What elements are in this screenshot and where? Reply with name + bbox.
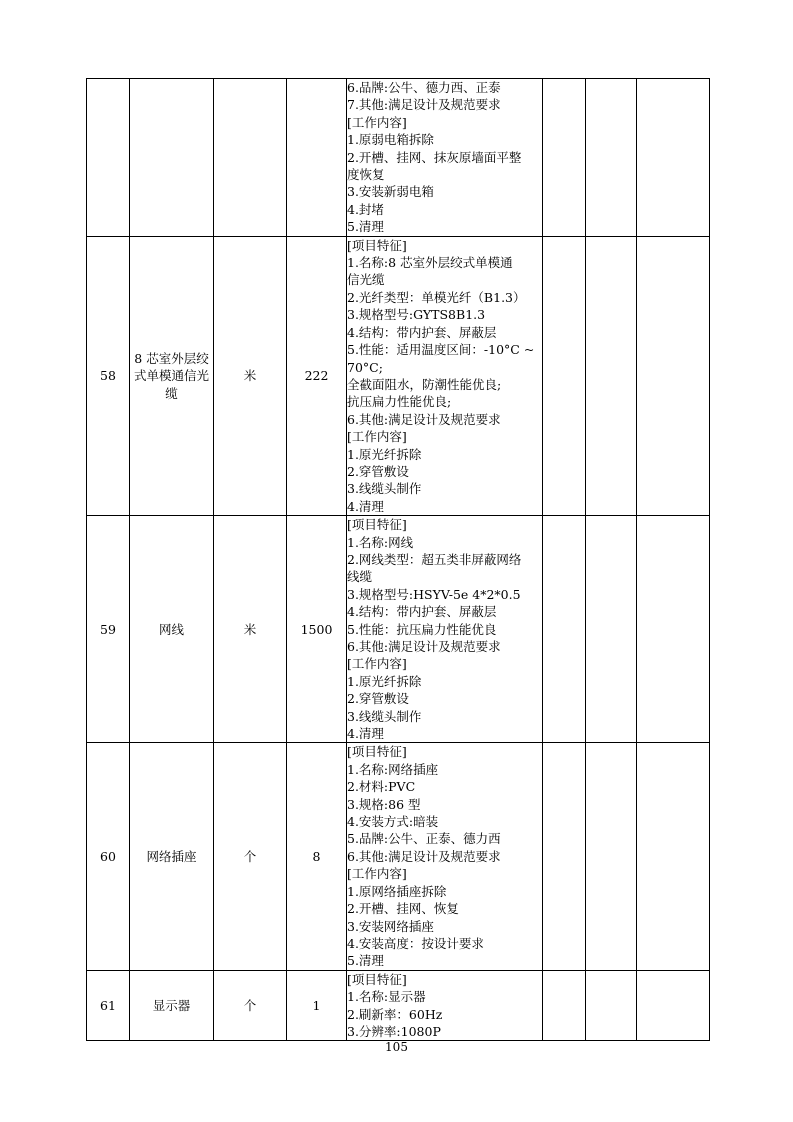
table-row [87,236,710,516]
quantity-cell [287,79,347,237]
feature-line: 3.安装网络插座 [347,918,434,934]
feature-line: 6.品牌:公牛、德力西、正泰 [347,80,501,95]
feature-line: 2.光纤类型：单模光纤（B1.3） [347,289,526,305]
blank-cell-a [543,236,586,516]
feature-line: 1.原光纤拆除 [347,446,422,462]
unit-cell: 个 [214,970,287,1041]
feature-line: 5.性能：适用温度区间：-10°C ~ [347,342,535,358]
item-number-cell: 61 [87,970,130,1041]
item-features-cell [347,236,543,516]
blank-cell-b [586,970,637,1041]
feature-line: 线缆 [347,569,373,585]
item-name-cell: 显示器 [130,970,214,1041]
feature-line: 6.其他:满足设计及规范要求 [347,639,501,654]
item-features-cell [347,79,543,237]
feature-line: 3.分辨率:1080P [347,1023,441,1039]
feature-line: 1.原弱电箱拆除 [347,132,434,148]
blank-cell-c [637,516,710,743]
item-features-cell [347,516,543,743]
feature-line: 3.线缆头制作 [347,481,422,497]
feature-line: 度恢复 [347,167,385,183]
feature-line: 3.线缆头制作 [347,708,422,724]
quantity-cell: 8 [287,743,347,970]
unit-cell [214,79,287,237]
feature-line: [项目特征] [347,971,407,987]
item-features-cell [347,970,543,1041]
feature-line: 2.开槽、挂网、恢复 [347,901,459,917]
bill-of-quantities-table [86,78,710,1041]
unit-cell: 个 [214,743,287,970]
feature-line: 信光缆 [347,272,385,288]
feature-line: 3.安装新弱电箱 [347,184,434,200]
table-row [87,79,710,237]
feature-line: 4.封堵 [347,201,384,217]
item-name-cell: 网络插座 [130,743,214,970]
blank-cell-b [586,236,637,516]
feature-line: 2.穿管敷设 [347,691,409,707]
feature-line: 4.结构：带内护套、屏蔽层 [347,324,497,340]
quantity-cell: 1 [287,970,347,1041]
feature-line: 2.网线类型：超五类非屏蔽网络 [347,551,522,567]
feature-line: 2.材料:PVC [347,779,416,795]
feature-line: 4.清理 [347,726,384,742]
item-number-cell: 58 [87,236,130,516]
blank-cell-c [637,970,710,1041]
table-row [87,743,710,970]
feature-line: 5.清理 [347,953,384,969]
item-number-cell [87,79,130,237]
feature-line: 全截面阻水，防潮性能优良; [347,376,502,392]
blank-cell-b [586,516,637,743]
feature-line: 2.刷新率：60Hz [347,1006,443,1022]
feature-line: [项目特征] [347,237,407,253]
feature-line: 1.名称:显示器 [347,989,426,1005]
blank-cell-b [586,79,637,237]
blank-cell-a [543,79,586,237]
blank-cell-a [543,970,586,1041]
feature-line: [工作内容] [347,429,407,445]
feature-line: [项目特征] [347,744,407,760]
feature-line: 3.规格:86 型 [347,796,421,812]
feature-line: 5.品牌:公牛、正泰、德力西 [347,831,501,847]
unit-cell: 米 [214,236,287,516]
feature-line: 1.名称:网线 [347,534,414,550]
feature-line: 4.安装高度：按设计要求 [347,935,484,951]
item-name-cell [130,79,214,237]
blank-cell-a [543,743,586,970]
blank-cell-a [543,516,586,743]
blank-cell-c [637,79,710,237]
quantity-cell: 1500 [287,516,347,743]
feature-line: 4.结构：带内护套、屏蔽层 [347,604,497,620]
page-number: 105 [385,1040,408,1054]
feature-line: 2.开槽、挂网、抹灰原墙面平整 [347,149,522,165]
table-row [87,970,710,1041]
blank-cell-c [637,236,710,516]
item-number-cell: 59 [87,516,130,743]
feature-line: 7.其他:满足设计及规范要求 [347,97,501,113]
feature-line: 5.性能：抗压扁力性能优良 [347,621,497,637]
quantity-cell: 222 [287,236,347,516]
item-name-cell: 网线 [130,516,214,743]
feature-line: [项目特征] [347,517,407,533]
feature-line: [工作内容] [347,114,407,130]
blank-cell-b [586,743,637,970]
item-name-cell: 8 芯室外层绞式单模通信光缆 [130,236,214,516]
feature-line: 2.穿管敷设 [347,463,409,479]
feature-line: 70°C; [347,359,383,375]
table-body [87,79,710,1041]
item-number-cell: 60 [87,743,130,970]
feature-line: 4.清理 [347,498,384,514]
feature-line: 1.原光纤拆除 [347,673,422,689]
feature-line: 1.原网络插座拆除 [347,883,447,899]
feature-line: 6.其他:满足设计及规范要求 [347,411,501,427]
feature-line: 4.安装方式:暗装 [347,814,439,830]
item-features-cell [347,743,543,970]
blank-cell-c [637,743,710,970]
feature-line: [工作内容] [347,656,407,672]
unit-cell: 米 [214,516,287,743]
table-row [87,516,710,743]
feature-line: 6.其他:满足设计及规范要求 [347,848,501,864]
feature-line: 1.名称:8 芯室外层绞式单模通 [347,255,513,271]
feature-line: [工作内容] [347,866,407,882]
feature-line: 3.规格型号:GYTS8B1.3 [347,307,486,323]
feature-line: 1.名称:网络插座 [347,761,439,777]
feature-line: 5.清理 [347,219,384,235]
feature-line: 抗压扁力性能优良; [347,394,452,410]
feature-line: 3.规格型号:HSYV-5e 4*2*0.5 [347,586,521,602]
